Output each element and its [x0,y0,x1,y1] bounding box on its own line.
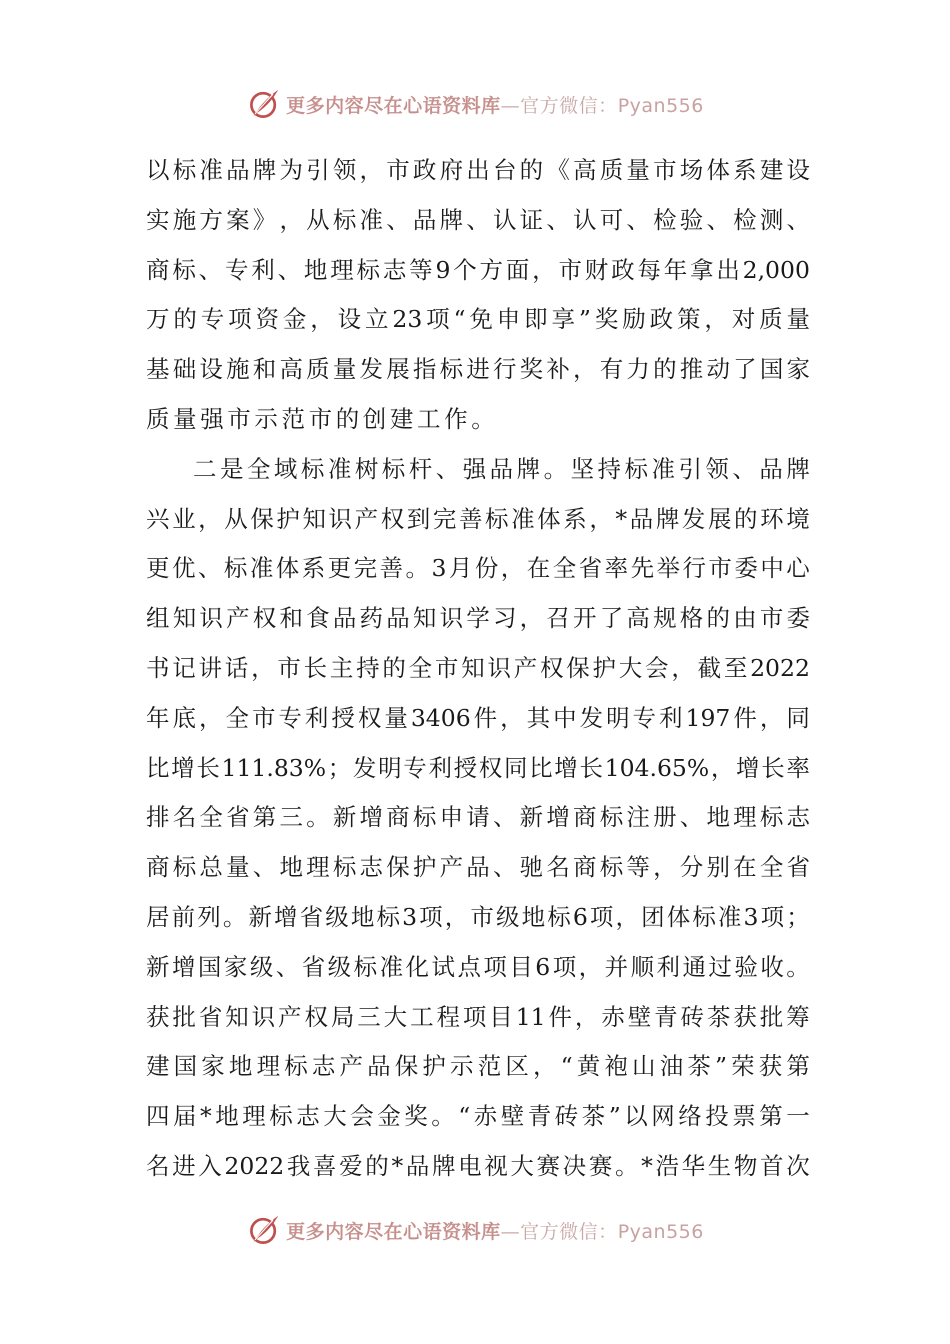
text-line: 二 是 全 域 标 准 树 标 杆 、 强 品 牌 。 坚 持 标 准 引 领 、 品 牌 [193,454,810,483]
quill-logo-icon [246,86,282,122]
watermark-text: 更多内容尽在心语资料库—官方微信：Pyan556 [286,1220,704,1243]
text-line: 四 届 * 地 理 标 志 大 会 金 奖 。 “ 赤 壁 青 砖 茶 ” 以 网 络 投 票 第 一 [146,1102,810,1131]
text-line: 质量强市示范市的创建工作。 [146,404,499,433]
text-line: 年 底 ， 全 市 专 利 授 权 量 3406 件 ， 其 中 发 明 专 利 197 件 ， 同 [146,703,810,732]
document-body [146,146,810,1192]
text-line: 商 标 、 专 利 、 地 理 标 志 等 9 个 方 面 ， 市 财 政 每 年 拿 出 2,000 [146,255,810,284]
text-line: 基 础 设 施 和 高 质 量 发 展 指 标 进 行 奖 补 ， 有 力 的 推 动 了 国 家 [146,355,810,384]
watermark-footer [0,1210,950,1250]
text-line: 组 知 识 产 权 和 食 品 药 品 知 识 学 习 ， 召 开 了 高 规 格 的 由 市 委 [146,604,810,633]
paragraph [146,146,810,445]
text-line: 商 标 总 量 、 地 理 标 志 保 护 产 品 、 驰 名 商 标 等 ， 分 别 在 全 省 [146,853,810,882]
watermark-header [0,84,950,124]
text-line: 以 标 准 品 牌 为 引 领 ， 市 政 府 出 台 的 《 高 质 量 市 场 体 系 建 设 [146,156,810,184]
text-line: 更 优 、 标 准 体 系 更 完 善 。 3 月 份 ， 在 全 省 率 先 举 行 市 委 中 心 [146,554,810,583]
text-line: 获 批 省 知 识 产 权 局 三 大 工 程 项 目 11 件 ， 赤 壁 青 砖 茶 获 批 筹 [146,1002,810,1031]
text-line: 实 施 方 案 》 ， 从 标 准 、 品 牌 、 认 证 、 认 可 、 检 验 、 检 测 、 [146,205,810,234]
text-line: 新 增 国 家 级 、 省 级 标 准 化 试 点 项 目 6 项 ， 并 顺 利 通 过 验 收 。 [146,952,810,981]
paragraph [146,445,810,1192]
watermark-text: 更多内容尽在心语资料库—官方微信：Pyan556 [286,94,704,117]
quill-logo-icon [246,1212,282,1248]
text-line: 兴 业 ， 从 保 护 知 识 产 权 到 完 善 标 准 体 系 ， * 品 牌 发 展 的 环 境 [146,504,810,533]
text-line: 名 进 入 2022 我 喜 爱 的 * 品 牌 电 视 大 赛 决 赛 。 * 浩 华 生 物 首 次 [146,1151,810,1180]
text-line: 排 名 全 省 第 三 。 新 增 商 标 申 请 、 新 增 商 标 注 册 、 地 理 标 志 [146,803,810,832]
text-line: 居 前 列 。 新 增 省 级 地 标 3 项 ， 市 级 地 标 6 项 ， 团 体 标 准 3 项 ； [146,902,810,931]
text-line: 比 增 长 111.83% ； 发 明 专 利 授 权 同 比 增 长 104.65% ， 增 长 率 [146,753,810,782]
text-line: 书 记 讲 话 ， 市 长 主 持 的 全 市 知 识 产 权 保 护 大 会 ， 截 至 2022 [146,653,810,682]
text-line: 建 国 家 地 理 标 志 产 品 保 护 示 范 区 ， “ 黄 袍 山 油 茶 ” 荣 获 第 [146,1052,810,1081]
text-line: 万 的 专 项 资 金 ， 设 立 23 项 “ 免 申 即 享 ” 奖 励 政 策 ， 对 质 量 [146,305,810,334]
